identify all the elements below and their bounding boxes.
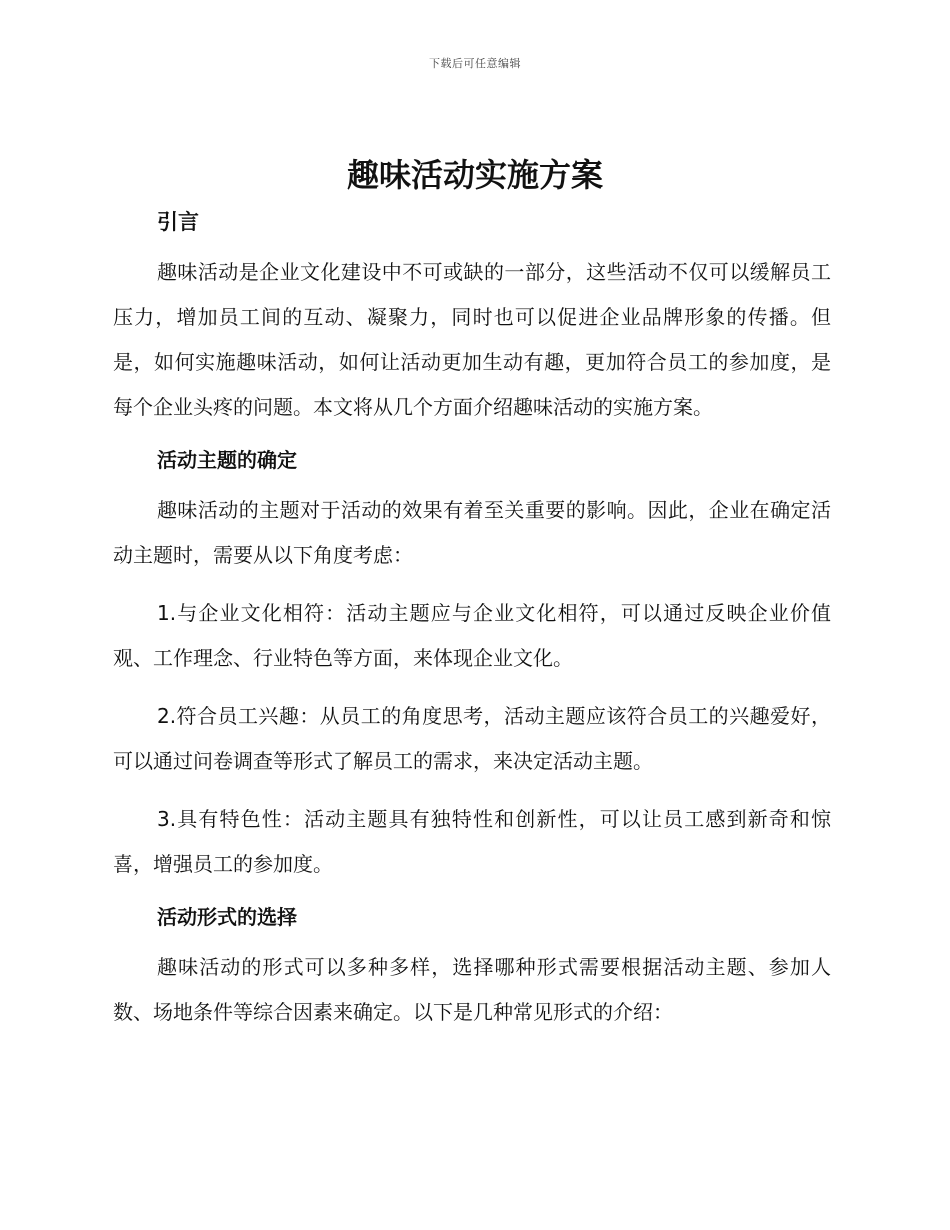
document-title: 趣味活动实施方案 xyxy=(346,156,603,194)
section-heading-theme: 活动主题的确定 xyxy=(157,448,297,472)
section-heading-form: 活动形式的选择 xyxy=(157,905,297,929)
paragraph-intro-1: 趣味活动是企业文化建设中不可或缺的一部分，这些活动不仅可以缓解员工压力，增加员工间的互动、凝聚力，同时也可以促进企业品牌形象的传播。但是，如何实施趣味活动，如何让活动更加生动有趣，更加符合员工的参加度，是每个企业头疼的问题。本文将从几个方面介绍趣味活动的实施方案。 xyxy=(113,260,831,419)
paragraph-theme-point-3: 3.具有特色性：活动主题具有独特性和创新性，可以让员工感到新奇和惊喜，增强员工的参加度。 xyxy=(113,807,831,876)
header-note: 下载后可任意编辑 xyxy=(429,57,521,70)
paragraph-theme-1: 趣味活动的主题对于活动的效果有着至关重要的影响。因此，企业在确定活动主题时，需要从以下角度考虑： xyxy=(113,498,831,567)
section-heading-intro: 引言 xyxy=(157,210,199,234)
paragraph-theme-point-1: 1.与企业文化相符：活动主题应与企业文化相符，可以通过反映企业价值观、工作理念、行业特色等方面，来体现企业文化。 xyxy=(113,601,831,670)
paragraph-theme-point-2: 2.符合员工兴趣：从员工的角度思考，活动主题应该符合员工的兴趣爱好，可以通过问卷调查等形式了解员工的需求，来决定活动主题。 xyxy=(113,704,831,773)
paragraph-form-1: 趣味活动的形式可以多种多样，选择哪种形式需要根据活动主题、参加人数、场地条件等综合因素来确定。以下是几种常见形式的介绍： xyxy=(113,955,831,1024)
document-body xyxy=(113,202,831,1035)
